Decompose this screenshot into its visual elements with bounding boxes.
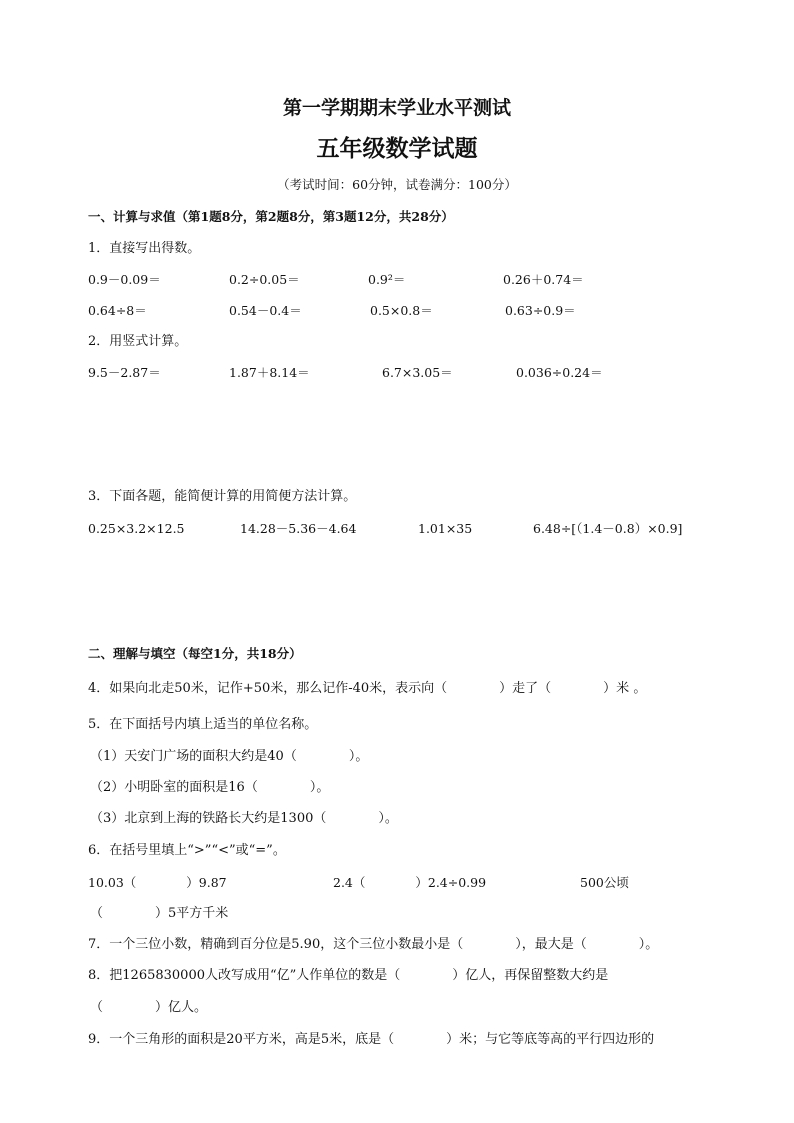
q6-item: 10.03（ ）9.87 [88, 875, 227, 890]
section2-heading: 二、理解与填空（每空1分，共18分） [88, 646, 302, 661]
q6-item: 2.4（ ）2.4÷0.99 [333, 875, 487, 890]
q2-item: 0.036÷0.24＝ [516, 365, 603, 380]
q2-item: 9.5－2.87＝ [88, 365, 161, 380]
q3-prompt: 3．下面各题，能简便计算的用简便方法计算。 [88, 489, 357, 504]
q4-text: 4．如果向北走50米，记作+50米，那么记作-40米，表示向（ ）走了（ ）米 。 [88, 681, 647, 696]
q1-prompt: 1．直接写出得数。 [88, 241, 201, 256]
q5-item: （2）小明卧室的面积是16（ ）。 [90, 780, 330, 795]
q3-item: 1.01×35 [418, 521, 473, 536]
q3-item: 6.48÷[（1.4－0.8）×0.9] [533, 521, 683, 536]
q1-item: 0.5×0.8＝ [370, 303, 433, 318]
q8-line1: 8．把1265830000人改写成用“亿”人作单位的数是（ ）亿人，再保留整数大约是 [88, 968, 609, 983]
q5-item: （1）天安门广场的面积大约是40（ ）。 [90, 749, 369, 764]
q3-item: 0.25×3.2×12.5 [88, 521, 185, 536]
q9-text: 9．一个三角形的面积是20平方米，高是5米，底是（ ）米；与它等底等高的平行四边形的 [88, 1032, 655, 1047]
q3-item: 14.28－5.36－4.64 [240, 521, 357, 536]
q1-item: 0.63÷0.9＝ [505, 303, 576, 318]
section1-heading: 一、计算与求值（第1题8分，第2题8分，第3题12分，共28分） [88, 209, 454, 224]
exam-grade-subject: 五年级数学试题 [316, 135, 478, 162]
q7-text: 7．一个三位小数，精确到百分位是5.90，这个三位小数最小是（ ），最大是（ ）。 [88, 937, 659, 952]
q1-item: 0.2÷0.05＝ [229, 272, 300, 287]
exam-info: （考试时间：60分钟，试卷满分：100分） [277, 177, 517, 192]
q2-item: 1.87＋8.14＝ [229, 365, 310, 380]
q5-prompt: 5．在下面括号内填上适当的单位名称。 [88, 717, 318, 732]
q6-item: （ ）5平方千米 [90, 906, 229, 921]
q8-line2: （ ）亿人。 [90, 1000, 208, 1015]
q5-item: （3）北京到上海的铁路长大约是1300（ ）。 [90, 811, 398, 826]
q6-prompt: 6．在括号里填上“>”“<”或“=”。 [88, 843, 286, 858]
q1-item: 0.9²＝ [368, 272, 406, 287]
exam-title: 第一学期期末学业水平测试 [282, 97, 511, 119]
q6-item: 500公顷 [580, 875, 629, 890]
q1-item: 0.26＋0.74＝ [503, 272, 584, 287]
q2-item: 6.7×3.05＝ [382, 365, 453, 380]
q1-item: 0.64÷8＝ [88, 303, 147, 318]
q1-item: 0.9－0.09＝ [88, 272, 161, 287]
q2-prompt: 2．用竖式计算。 [88, 334, 188, 349]
q1-item: 0.54－0.4＝ [229, 303, 302, 318]
